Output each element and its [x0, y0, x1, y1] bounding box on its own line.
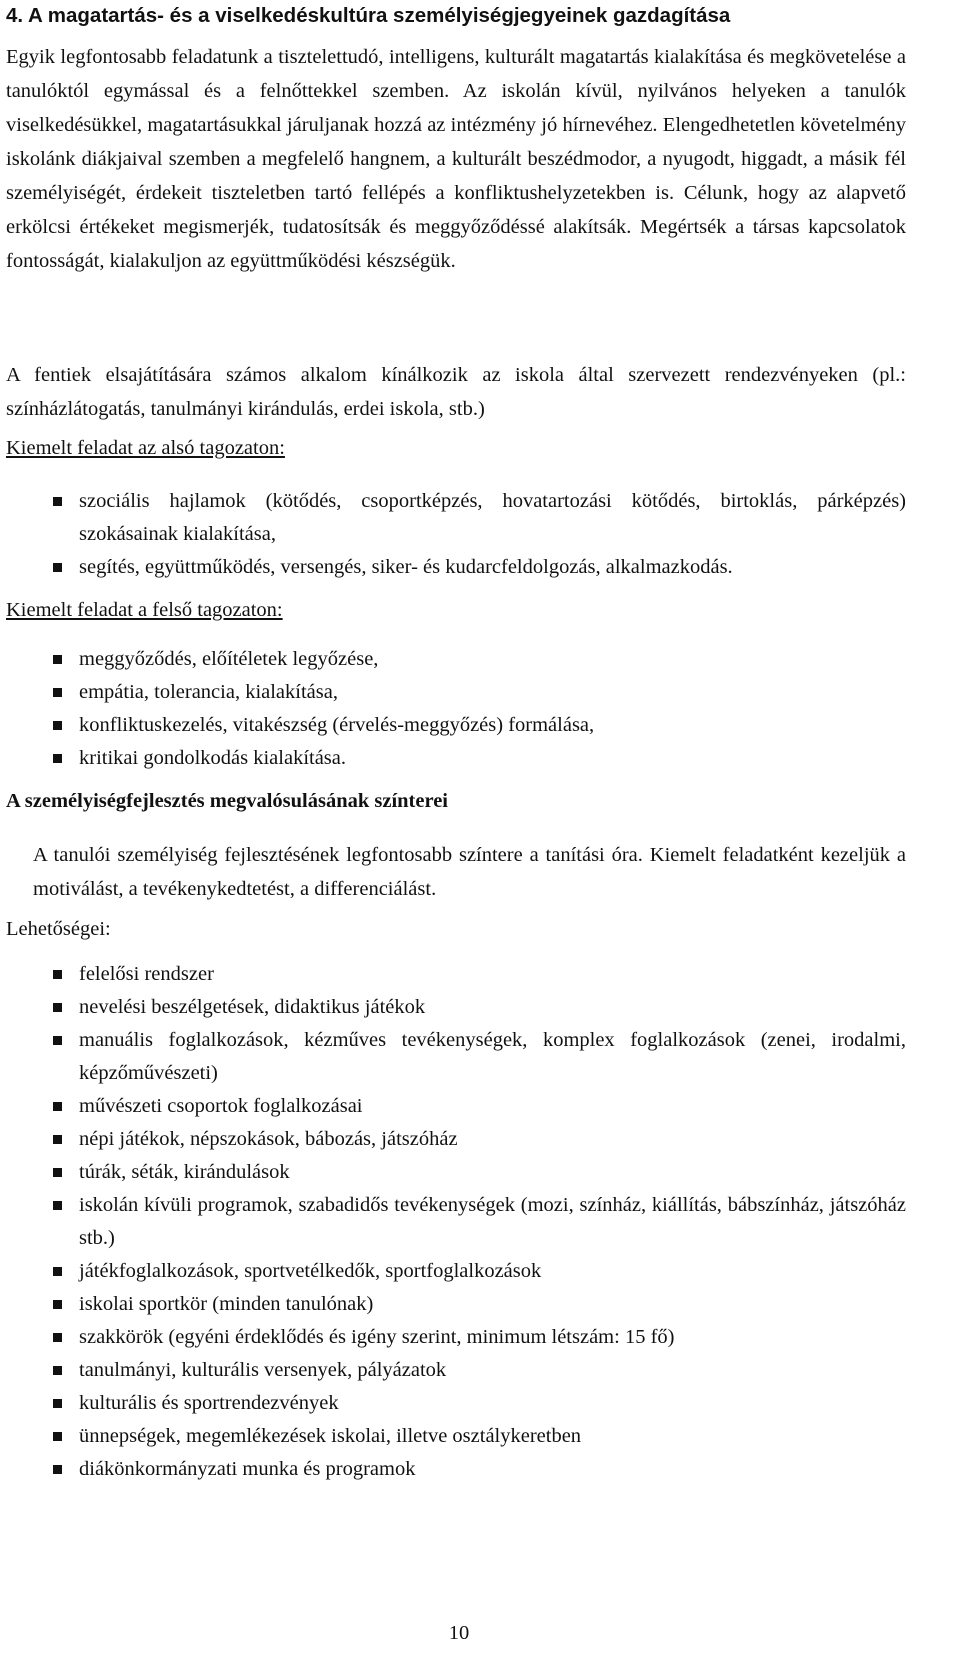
list-item: empátia, tolerancia, kialakítása, — [6, 676, 906, 709]
list-item: meggyőződés, előítéletek legyőzése, — [6, 643, 906, 676]
possibilities-list — [6, 958, 906, 1486]
lower-grade-label: Kiemelt feladat az alsó tagozaton: — [6, 437, 285, 459]
square-bullet-icon — [53, 1168, 62, 1177]
list-item: népi játékok, népszokások, bábozás, játszóház — [6, 1123, 906, 1156]
upper-grade-label: Kiemelt feladat a felső tagozaton: — [6, 599, 283, 621]
list-item: tanulmányi, kulturális versenyek, pályázatok — [6, 1354, 906, 1387]
list-item: konfliktuskezelés, vitakészség (érvelés-meggyőzés) formálása, — [6, 709, 906, 742]
list-item: ünnepségek, megemlékezések iskolai, illetve osztálykeretben — [6, 1420, 906, 1453]
lower-grade-list — [6, 485, 906, 584]
square-bullet-icon — [53, 655, 62, 664]
square-bullet-icon — [53, 1432, 62, 1441]
square-bullet-icon — [53, 1333, 62, 1342]
venues-paragraph: A tanulói személyiség fejlesztésének legfontosabb színtere a tanítási óra. Kiemelt feladatként kezeljük a motiválást, a tevékenykedtetést, a differenciálást. — [33, 844, 906, 900]
square-bullet-icon — [53, 1135, 62, 1144]
list-item: játékfoglalkozások, sportvetélkedők, sportfoglalkozások — [6, 1255, 906, 1288]
list-item: művészeti csoportok foglalkozásai — [6, 1090, 906, 1123]
page-number: 10 — [448, 1622, 470, 1644]
square-bullet-icon — [53, 497, 62, 506]
possibilities-label: Lehetőségei: — [6, 918, 111, 940]
square-bullet-icon — [53, 754, 62, 763]
list-item: diákönkormányzati munka és programok — [6, 1453, 906, 1486]
list-item: manuális foglalkozások, kézműves tevékenységek, komplex foglalkozások (zenei, irodalmi, képzőművészeti) — [6, 1024, 906, 1090]
list-item: túrák, séták, kirándulások — [6, 1156, 906, 1189]
opportunities-paragraph: A fentiek elsajátítására számos alkalom kínálkozik az iskola által szervezett rendezvényeken (pl.: színházlátogatás, tanulmányi kirándulás, erdei iskola, stb.) — [6, 364, 906, 420]
intro-paragraph: Egyik legfontosabb feladatunk a tisztelettudó, intelligens, kulturált magatartás kialakítása és megkövetelése a tanulóktól egymással és a felnőttekkel szemben. Az iskolán kívül, nyilvános helyeken a tanulók viselkedésükkel, magatartásukkal járuljanak hozzá az intézmény jó hírnevéhez. Elengedhetetlen követelmény iskolánk diákjaival szemben a megfelelő hangnem, a kulturált beszédmodor, a nyugodt, higgadt, a másik fél személyiségét, érdekeit tiszteletben tartó fellépés a konfliktushelyzetekben is. Célunk, hogy az alapvető erkölcsi értékeket megismerjék, tudatosítsák és meggyőződéssé alakítsák. Megértsék a társas kapcsolatok fontosságát, kialakuljon az együttműködési készségük. — [6, 46, 906, 272]
list-item: kulturális és sportrendezvények — [6, 1387, 906, 1420]
square-bullet-icon — [53, 1201, 62, 1210]
square-bullet-icon — [53, 1300, 62, 1309]
upper-grade-list — [6, 643, 906, 775]
square-bullet-icon — [53, 721, 62, 730]
section-heading: 4. A magatartás- és a viselkedéskultúra személyiségjegyeinek gazdagítása — [6, 4, 731, 27]
list-item: kritikai gondolkodás kialakítása. — [6, 742, 906, 775]
list-item: iskolai sportkör (minden tanulónak) — [6, 1288, 906, 1321]
list-item: felelősi rendszer — [6, 958, 906, 991]
square-bullet-icon — [53, 1465, 62, 1474]
square-bullet-icon — [53, 1267, 62, 1276]
square-bullet-icon — [53, 688, 62, 697]
square-bullet-icon — [53, 1036, 62, 1045]
square-bullet-icon — [53, 563, 62, 572]
square-bullet-icon — [53, 1102, 62, 1111]
list-item: nevelési beszélgetések, didaktikus játékok — [6, 991, 906, 1024]
list-item: szakkörök (egyéni érdeklődés és igény szerint, minimum létszám: 15 fő) — [6, 1321, 906, 1354]
list-item: segítés, együttműködés, versengés, siker- és kudarcfeldolgozás, alkalmazkodás. — [6, 551, 906, 584]
venues-subheading: A személyiségfejlesztés megvalósulásának színterei — [6, 790, 448, 812]
list-item: szociális hajlamok (kötődés, csoportképzés, hovatartozási kötődés, birtoklás, párképzés) szokásainak kialakítása, — [6, 485, 906, 551]
square-bullet-icon — [53, 1003, 62, 1012]
square-bullet-icon — [53, 970, 62, 979]
list-item: iskolán kívüli programok, szabadidős tevékenységek (mozi, színház, kiállítás, bábszínház, játszóház stb.) — [6, 1189, 906, 1255]
square-bullet-icon — [53, 1366, 62, 1375]
square-bullet-icon — [53, 1399, 62, 1408]
